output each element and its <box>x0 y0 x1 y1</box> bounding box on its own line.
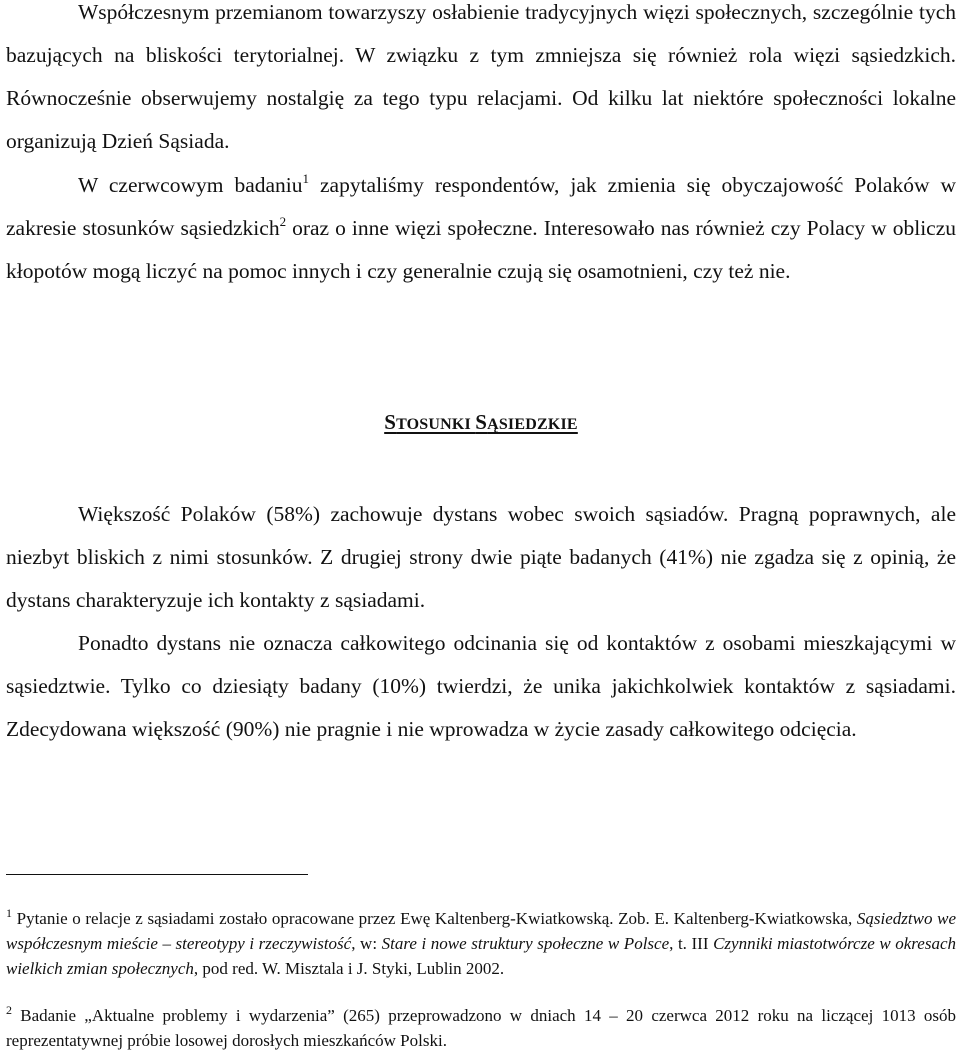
footnote-1-number: 1 <box>6 906 12 920</box>
section-paragraph-1: Większość Polaków (58%) zachowuje dystans wobec swoich sąsiadów. Pragną poprawnych, ale niezbyt bliskich z nimi stosunków. Z drugiej strony dwie piąte badanych (41%) nie zgadza się z opinią, że dystans charakteryzuje ich kontakty z sąsiadami. <box>6 502 956 612</box>
footnote-1-title-1: Sąsiedztwo we współczesnym mieście – stereotypy i rzeczywistość <box>6 909 956 953</box>
footnote-2-number: 2 <box>6 1003 12 1017</box>
section-heading: STOSUNKI SĄSIEDZKIE <box>384 410 578 434</box>
intro-p1-line1: Współczesnym przemianom towarzyszy osłabienie tradycyjnych więzi społecznych, <box>78 0 808 24</box>
footnote-ref-2[interactable]: 2 <box>279 214 287 229</box>
footnote-1: $^1$ Pytanie o relacje z sąsiadami zostało opracowane przez Ewę Kaltenberg-Kwiatkowską. Zob. E. Kaltenberg-Kwiatkowska, Sąsiedztwo we współczesnym mieście – stereotypy i rzeczywistość, w: Stare i nowe struktury społeczne w Polsce, t. III Czynniki miastotwórcze w okresach wielkich zmian społecznych, pod red. W. Misztala i J. Styki, Lublin 2002. <box>6 906 957 978</box>
footnote-ref-1[interactable]: 1 <box>302 171 310 186</box>
intro-paragraph-1 <box>6 0 956 163</box>
footnote-1-title-2: Stare i nowe struktury społeczne w Polsce <box>381 934 670 953</box>
section-paragraph-2: Ponadto dystans nie oznacza całkowitego odcinania się od kontaktów z osobami mieszkającymi w sąsiedztwie. Tylko co dziesiąty badany (10%) twierdzi, że unika jakichkolwiek kontaktów z sąsiadami. Zdecydowana większość (90%) nie pragnie i nie wprowadza w życie zasady całkowitego odcięcia. <box>6 631 956 741</box>
footnote-1-title-3: Czynniki miastotwórcze w okresach wielkich zmian społecznych <box>6 934 957 978</box>
intro-paragraph-2 <box>6 164 956 293</box>
intro-p2-c: oraz o inne więzi społeczne. Interesowało nas również czy Polacy w obliczu kłopotów mogą liczyć na pomoc innych i czy generalnie czują się osamotnieni, czy też nie. <box>6 216 956 283</box>
intro-p2-b: zapytaliśmy respondentów, jak zmienia się obyczajowość Polaków w zakresie stosunków sąsiedzkich <box>6 173 956 240</box>
footnote-2: $^2$ Badanie „Aktualne problemy i wydarzenia” (265) przeprowadzono w dniach 14 – 20 czerwca 2012 roku na liczącej 1013 osób reprezentatywnej próbie losowej dorosłych mieszkańców Polski. <box>6 1003 956 1050</box>
intro-p1-rest: szczególnie tych bazujących na bliskości terytorialnej. W związku z tym zmniejsza się również rola więzi sąsiedzkich. Równocześnie obserwujemy nostalgię za tego typu relacjami. Od kilku lat niektóre społeczności lokalne organizują Dzień Sąsiada. <box>6 0 957 153</box>
intro-p2-a: W czerwcowym badaniu <box>78 173 303 197</box>
footnote-separator <box>6 874 308 875</box>
